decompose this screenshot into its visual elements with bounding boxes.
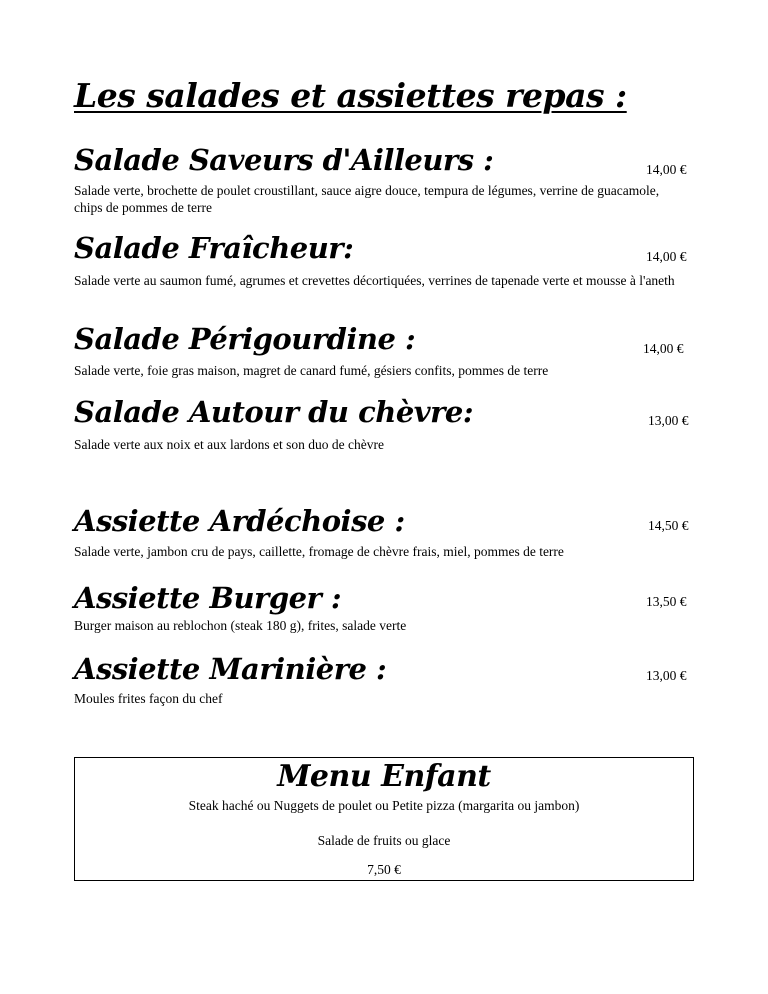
item-description: Moules frites façon du chef xyxy=(74,691,223,706)
item-name: Assiette Ardéchoise : xyxy=(74,504,405,538)
item-name: Salade Saveurs d'Ailleurs : xyxy=(74,143,494,177)
kids-menu-price: 7,50 € xyxy=(367,862,401,877)
kids-menu-dessert: Salade de fruits ou glace xyxy=(317,833,451,848)
item-price: 13,00 € xyxy=(646,668,687,683)
item-description: Burger maison au reblochon (steak 180 g), frites, salade verte xyxy=(74,618,407,633)
item-price: 13,00 € xyxy=(648,413,689,428)
item-price: 14,50 € xyxy=(648,518,689,533)
item-description: Salade verte au saumon fumé, agrumes et crevettes décortiquées, verrines de tapenade verte et mousse à l'aneth xyxy=(74,273,675,288)
item-price: 14,00 € xyxy=(643,341,684,356)
item-name: Salade Fraîcheur: xyxy=(74,231,354,265)
page-title: Les salades et assiettes repas : xyxy=(74,76,627,115)
kids-menu-box xyxy=(74,757,694,881)
item-price: 14,00 € xyxy=(646,249,687,264)
kids-menu-title: Menu Enfant xyxy=(277,759,491,794)
kids-menu-main: Steak haché ou Nuggets de poulet ou Petite pizza (margarita ou jambon) xyxy=(188,798,580,813)
item-name: Salade Autour du chèvre: xyxy=(74,395,474,429)
item-name: Salade Périgourdine : xyxy=(74,322,416,356)
item-name: Assiette Burger : xyxy=(74,581,342,615)
item-description: Salade verte, jambon cru de pays, caillette, fromage de chèvre frais, miel, pommes de terre xyxy=(74,544,564,559)
item-price: 14,00 € xyxy=(646,162,687,177)
item-price: 13,50 € xyxy=(646,594,687,609)
item-name: Assiette Marinière : xyxy=(74,652,387,686)
item-description: Salade verte, foie gras maison, magret de canard fumé, gésiers confits, pommes de terre xyxy=(74,363,549,378)
item-description: Salade verte aux noix et aux lardons et son duo de chèvre xyxy=(74,437,385,452)
item-description: Salade verte, brochette de poulet croustillant, sauce aigre douce, tempura de légumes, verrine de guacamole, chips de pommes de terre xyxy=(74,183,660,215)
